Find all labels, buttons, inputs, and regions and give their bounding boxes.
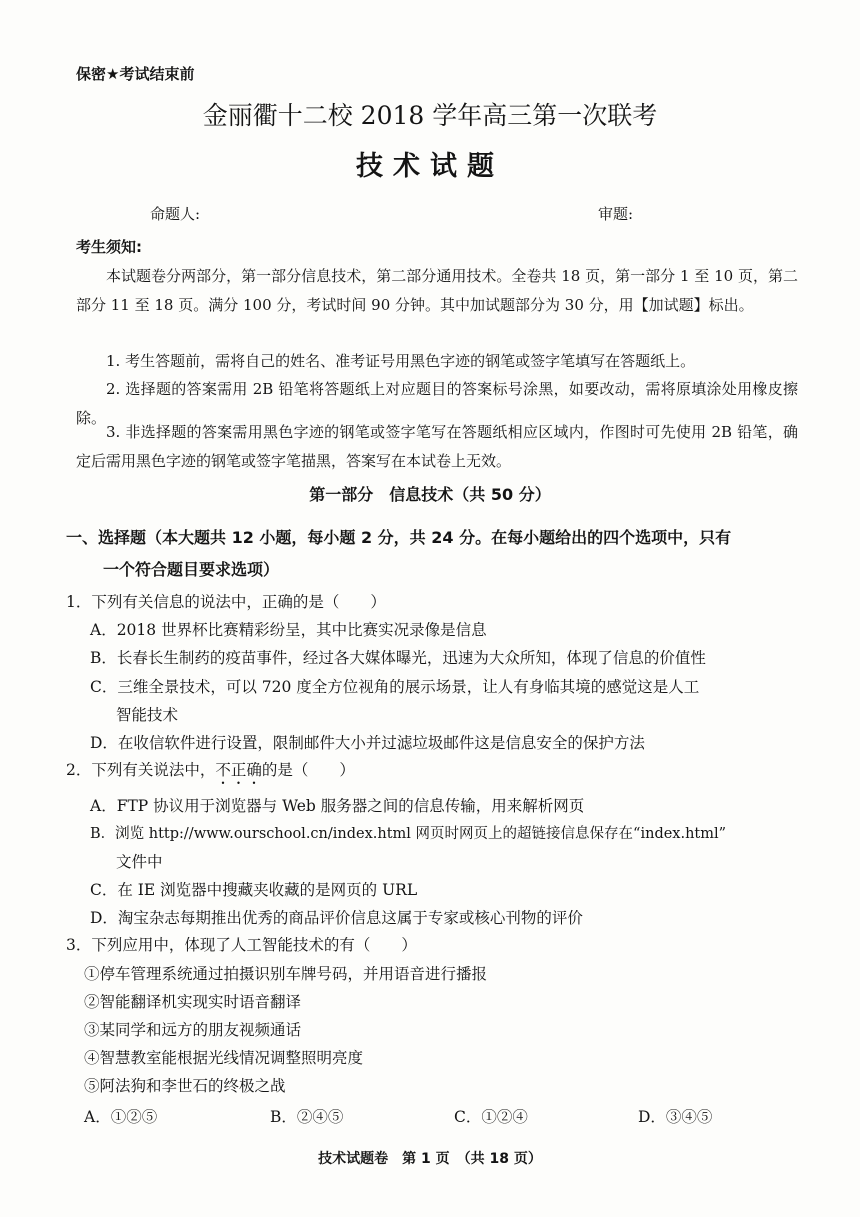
question-2-stem-emphasis: 不正确 — [215, 761, 262, 779]
question-1-stem: 1．下列有关信息的说法中，正确的是（ ） — [66, 593, 386, 611]
author-label: 命题人: — [150, 205, 201, 223]
question-2-option-b: B．浏览 http://www.ourschool.cn/index.html 网页时网页上的超链接信息保存在“index.html” — [90, 826, 727, 842]
confidential-label: 保密★考试结束前 — [76, 65, 195, 83]
question-2-option-c: C．在 IE 浏览器中搜藏夹收藏的是网页的 URL — [90, 881, 418, 899]
question-2-option-b-cont: 文件中 — [116, 853, 163, 871]
choice-section-heading-cont: 一个符合题目要求选项） — [103, 560, 280, 579]
notice-rule-3: 3. 非选择题的答案需用黑色字迹的钢笔或签字笔写在答题纸相应区域内，作图时可先使用 2B 铅笔，确定后需用黑色字迹的钢笔或签字笔描黑，答案写在本试卷上无效。 — [76, 423, 798, 470]
part-one-heading: 第一部分 信息技术（共 50 分） — [309, 485, 551, 504]
question-3-item-5: ⑤阿法狗和李世石的终极之战 — [84, 1077, 286, 1095]
page-footer: 技术试题卷 第 1 页 （共 18 页） — [318, 1151, 542, 1167]
question-3-item-1: ①停车管理系统通过拍摄识别车牌号码，并用语音进行播报 — [84, 965, 488, 983]
question-3-option-a: A．①②⑤ — [84, 1108, 158, 1126]
question-1-option-a: A．2018 世界杯比赛精彩纷呈，其中比赛实况录像是信息 — [90, 621, 487, 639]
question-3-stem: 3．下列应用中，体现了人工智能技术的有（ ） — [66, 936, 417, 954]
question-2-stem-post: 的是（ ） — [261, 761, 355, 779]
question-3-item-3: ③某同学和远方的朋友视频通话 — [84, 1021, 302, 1039]
reviewer-label: 审题: — [598, 205, 634, 223]
question-2-option-d: D．淘宝杂志每期推出优秀的商品评价信息这属于专家或核心刊物的评价 — [90, 909, 583, 927]
notice-rule-1: 1. 考生答题前，需将自己的姓名、准考证号用黑色字迹的钢笔或签字笔填写在答题纸上。 — [106, 352, 696, 370]
question-3-option-c: C．①②④ — [454, 1108, 528, 1126]
question-1-option-b: B．长春长生制药的疫苗事件，经过各大媒体曝光，迅速为大众所知，体现了信息的价值性 — [90, 649, 706, 667]
notice-heading: 考生须知: — [76, 238, 142, 256]
question-1-option-d: D．在收信软件进行设置，限制邮件大小并过滤垃圾邮件这是信息安全的保护方法 — [90, 734, 645, 752]
notice-rule-2: 2. 选择题的答案需用 2B 铅笔将答题纸上对应题目的答案标号涂黑，如要改动，需将原填涂处用橡皮擦除。 — [76, 380, 798, 427]
question-3-option-d: D．③④⑤ — [638, 1108, 713, 1126]
question-1-option-c-cont: 智能技术 — [116, 706, 179, 724]
question-3-item-2: ②智能翻译机实现实时语音翻译 — [84, 993, 302, 1011]
question-2-option-a: A．FTP 协议用于浏览器与 Web 服务器之间的信息传输，用来解析网页 — [90, 797, 585, 815]
question-3-item-4: ④智慧教室能根据光线情况调整照明亮度 — [84, 1049, 364, 1067]
question-1-option-c: C．三维全景技术，可以 720 度全方位视角的展示场景，让人有身临其境的感觉这是人工 — [90, 678, 700, 696]
question-3-option-b: B．②④⑤ — [270, 1108, 344, 1126]
notice-intro: 本试题卷分两部分，第一部分信息技术，第二部分通用技术。全卷共 18 页，第一部分 1 至 10 页，第二部分 11 至 18 页。满分 100 分，考试时间 90 分钟。其中加试题部分为 30 分，用【加试题】标出。 — [76, 267, 798, 314]
subject-title: 技术试题 — [356, 151, 504, 182]
choice-section-heading: 一、选择题（本大题共 12 小题，每小题 2 分，共 24 分。在每小题给出的四个选项中，只有 — [66, 528, 732, 547]
question-2-stem-pre: 2．下列有关说法中， — [66, 761, 216, 779]
exam-title: 金丽衢十二校 2018 学年高三第一次联考 — [202, 101, 658, 130]
question-2-stem — [66, 758, 355, 788]
